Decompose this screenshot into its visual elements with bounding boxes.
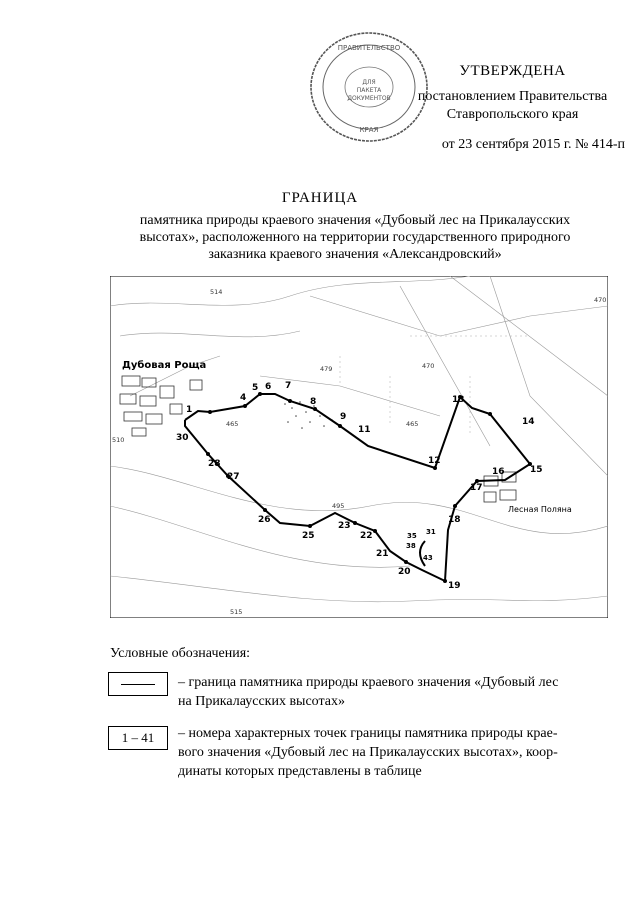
approved-by-line1: постановлением Правительства [417,89,608,104]
point-label: 9 [340,412,347,422]
subtitle-line3: заказника краевого значения «Александровский» [208,247,502,262]
plot-label: 495 [332,502,345,510]
point-label: 11 [358,425,371,435]
point-label: 8 [310,397,317,407]
svg-text:ДОКУМЕНТОВ: ДОКУМЕНТОВ [347,95,391,102]
point-label: 22 [360,531,373,541]
subtitle-line2: высотах», расположенного на территории государственного природного [139,230,571,245]
point-label: 31 [426,528,436,536]
village-label-dubovaya: Дубовая Роща [122,360,207,371]
point-label: 15 [530,465,543,475]
boundary-line-sample [121,684,155,685]
legend-item1-line1: – граница памятника природы краевого значения «Дубовый лес [178,675,559,690]
point-label: 25 [302,531,315,541]
document-subtitle [105,212,605,263]
plot-label: 514 [210,288,223,296]
point-label: 43 [423,554,433,562]
plot-label: 470 [594,296,607,304]
point-label: 20 [398,567,411,577]
point-label: 12 [428,456,441,466]
plot-label: 515 [230,608,243,616]
legend-item2-line1: – номера характерных точек границы памятника природы крае- [178,726,558,741]
svg-text:ПРАВИТЕЛЬСТВО: ПРАВИТЕЛЬСТВО [337,44,401,52]
point-label: 18 [448,515,461,525]
point-label: 1 [186,405,193,415]
legend-heading: Условные обозначения: [110,646,251,661]
point-label: 5 [252,383,259,393]
point-label: 4 [240,393,247,403]
point-label: 23 [338,521,351,531]
legend-points-symbol: 1 – 41 [108,726,168,750]
approval-date: от 23 сентября 2015 г. № 414-п [441,137,625,152]
legend-boundary-symbol [108,672,168,696]
legend-item2-line2: вого значения «Дубовый лес на Прикалаусских высотах», коор- [178,745,558,760]
point-label: 30 [176,433,189,443]
point-label: 26 [258,515,271,525]
svg-text:ПАКЕТА: ПАКЕТА [356,87,382,94]
approved-heading: УТВЕРЖДЕНА [459,63,566,79]
point-label: 13 [452,395,465,405]
document-title: ГРАНИЦА [281,190,359,206]
point-label: 27 [227,472,240,482]
point-label: 17 [470,483,483,493]
point-label: 19 [448,581,461,591]
plot-label: 465 [226,420,239,428]
plot-label: 465 [406,420,419,428]
point-label: 35 [407,532,417,540]
legend-item-boundary [178,673,598,711]
point-label: 21 [376,549,389,559]
plot-label: 479 [320,365,333,373]
village-label-lesnaya: Лесная Поляна [508,505,572,514]
point-label: 28 [208,459,221,469]
svg-text:КРАЯ: КРАЯ [359,126,379,134]
legend-item1-line2: на Прикалаусских высотах» [178,694,345,709]
legend-item2-line3: динаты которых представлены в таблице [178,764,422,779]
plot-label: 470 [422,362,435,370]
boundary-map [110,276,608,618]
approved-by-line2: Ставропольского края [446,107,579,122]
point-label: 38 [406,542,416,550]
point-label: 6 [265,382,272,392]
svg-text:ДЛЯ: ДЛЯ [362,79,376,86]
point-label: 16 [492,467,505,477]
legend-item-points [178,724,598,781]
point-label: 7 [285,381,292,391]
plot-label: 510 [112,436,125,444]
approval-block [400,62,625,154]
point-label: 14 [522,417,535,427]
subtitle-line1: памятника природы краевого значения «Дубовый лес на Прикалаусских [139,213,571,228]
